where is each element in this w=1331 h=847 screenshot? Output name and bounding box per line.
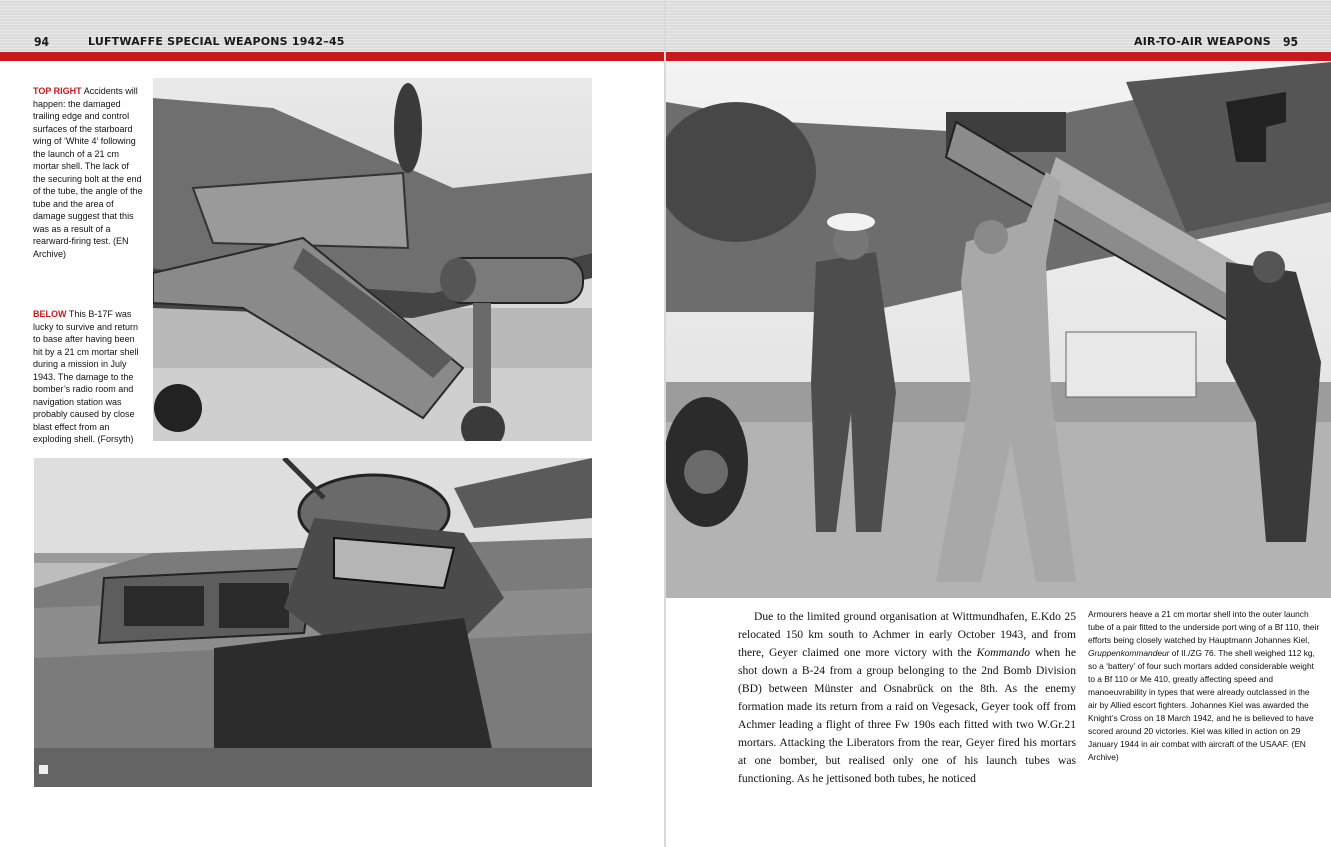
caption-armourers [1088,608,1320,764]
caption-text: This B-17F was lucky to survive and return to base after having been hit by a 21 cm mortar shell during a mission in July 1943. The damage to the bomber’s radio room and navigation station was probably caused by close blast effect from an exploding shell. (Forsyth) [33,309,139,444]
caption-below [33,308,143,446]
right-folio: 95 [1283,35,1299,49]
body-text-part: Due to the limited ground organisation at Wittmundhafen, E.Kdo 25 relocated 150 km south to Achmer in early October 1943, and from there, Geyer claimed one more victory with the [738,610,1076,659]
caption-text: Armourers heave a 21 cm mortar shell into the outer launch tube of a pair fitted to the underside port wing of a Bf 110, their efforts being closely watched by Hauptmann Johannes Kiel, [1088,609,1320,645]
caption-label: BELOW [33,309,67,319]
caption-italic: Gruppenkommandeur [1088,648,1170,658]
left-folio: 94 [34,35,50,49]
right-running-head: AIR-TO-AIR WEAPONS [1134,35,1271,48]
main-body-text [738,608,1076,788]
photo-b17f-damage [34,458,592,787]
caption-top-right [33,85,143,260]
photo-armourers-loading [666,62,1331,598]
caption-label: TOP RIGHT [33,86,82,96]
body-text-italic: Kommando [976,646,1031,659]
photo-damaged-wing [153,78,592,441]
caption-text: Accidents will happen: the damaged trailing edge and control surfaces of the starboard wing of ‘White 4’ following the launch of a 21 cm mortar shell. The lack of the securing bolt at the end of the tube, the angle of the tube and the area of damage suggest that this was as a result of a rearward-firing test. (EN Archive) [33,86,143,259]
body-text-part: when he shot down a B-24 from a group belonging to the 2nd Bomb Division (BD) between Münster and Osnabrück on the 8th. As the enemy formation made its return from a raid on Vegesack, Geyer took off from Achmer leading a flight of three Fw 190s each fitted with two W.Gr.21 mortars. Attacking the Liberators from the rear, Geyer fired his mortars at one bomber, but realised only one of his launch tubes was functioning. As he jettisoned both tubes, he noticed [738,646,1076,785]
left-running-head: LUFTWAFFE SPECIAL WEAPONS 1942–45 [88,35,345,48]
left-page [0,0,664,847]
right-red-rule [666,52,1331,61]
caption-text: of II./ZG 76. The shell weighed 112 kg, so a ‘battery’ of four such mortars added considerable weight to a Bf 110 or Me 410, greatly affecting speed and manoeuvrability in types that were already outclassed in the air by Allied escort fighters. Johannes Kiel was awarded the Knight’s Cross on 18 March 1942, and he is believed to have scored around 20 victories. Kiel was killed in action on 29 January 1944 in air combat with aircraft of the USAAF. (EN Archive) [1088,648,1315,762]
left-red-rule [0,52,664,61]
